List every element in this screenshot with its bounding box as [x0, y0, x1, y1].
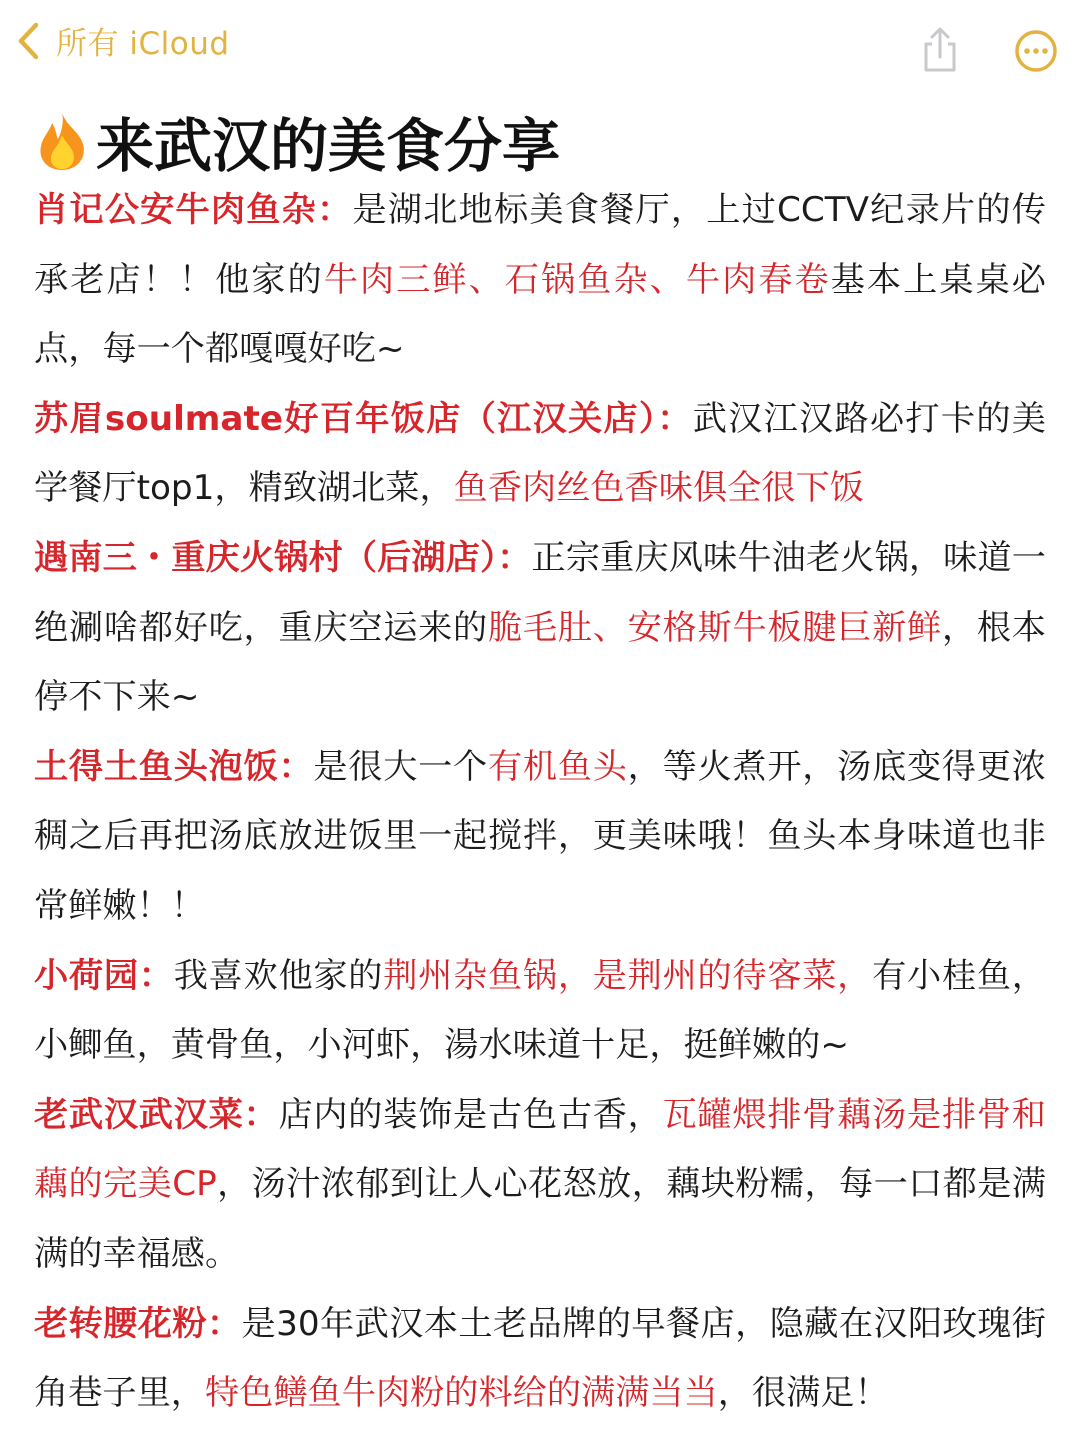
entry-text: 是很大一个	[313, 746, 488, 787]
entry-highlight: 牛肉三鲜、石锅鱼杂、牛肉春卷	[323, 259, 831, 300]
share-icon[interactable]	[918, 26, 962, 74]
note-title-text: 来武汉的美食分享	[96, 112, 561, 180]
entry-highlight: 脆毛肚、安格斯牛板腱巨新鲜	[487, 607, 942, 648]
entry-highlight: 荆州杂鱼锅，是荆州的待客菜，	[383, 955, 873, 996]
fire-emoji-icon	[34, 109, 90, 173]
restaurant-name: 小荷园：	[34, 955, 174, 996]
restaurant-name: 老转腰花粉：	[34, 1303, 242, 1344]
back-button[interactable]	[14, 18, 230, 63]
entry-text: ，很满足！	[717, 1373, 889, 1414]
entry-text: 是湖北地标美食餐厅，上过CCTV纪录片的传承老店！！他家的	[34, 190, 1046, 300]
note-title	[34, 104, 560, 178]
entry-highlight: 瓦罐煨排骨藕汤是排骨和藕的完美CP	[34, 1094, 1046, 1205]
restaurant-name: 肖记公安牛肉鱼杂：	[34, 190, 353, 230]
restaurant-entry	[34, 733, 1046, 942]
entry-highlight: 鱼香肉丝色香味俱全很下饭	[453, 468, 864, 509]
entry-text: ，根本停不下来~	[34, 607, 1046, 718]
entry-text: 武汉江汉路必打卡的美学餐厅top1，精致湖北菜，	[34, 398, 1046, 509]
entry-text: 有小桂鱼，小鲫鱼，黄骨鱼，小河虾，湯水味道十足，挺鲜嫩的~	[34, 955, 1046, 1066]
entry-text: 我喜欢他家的	[173, 955, 384, 996]
restaurant-name: 土得土鱼头泡饭：	[34, 746, 314, 787]
entry-text: ，汤汁浓郁到让人心花怒放，藕块粉糯，每一口都是满满的幸福感。	[34, 1164, 1046, 1274]
chevron-left-icon	[14, 20, 44, 62]
entry-text: 是30年武汉本土老品牌的早餐店，隐藏在汉阳玫瑰街角巷子里，	[34, 1303, 1046, 1414]
entry-text: 店内的装饰是古色古香，	[278, 1094, 663, 1135]
entry-text: 基本上桌桌必点，每一个都嘎嘎好吃~	[34, 259, 1046, 370]
entry-highlight: 特色鳝鱼牛肉粉的料给的满满当当	[204, 1373, 718, 1414]
restaurant-entry	[34, 524, 1046, 733]
restaurant-name: 苏眉soulmate好百年饭店（江汉关店）：	[34, 398, 693, 439]
back-label: 所有 iCloud	[56, 26, 230, 62]
restaurant-entry	[34, 942, 1046, 1081]
top-toolbar	[0, 0, 1080, 95]
restaurant-entry	[34, 1290, 1046, 1429]
restaurant-name: 遇南三・重庆火锅村（后湖店）：	[34, 537, 532, 578]
entry-highlight: 有机鱼头	[487, 746, 628, 787]
restaurant-entry	[34, 176, 1046, 385]
more-icon[interactable]	[1014, 29, 1058, 73]
entry-text: 正宗重庆风味牛油老火锅，味道一绝涮啥都好吃，重庆空运来的	[34, 537, 1046, 648]
entry-text: ，等火煮开，汤底变得更浓稠之后再把汤底放进饭里一起搅拌，更美味哦！鱼头本身味道也非常鲜嫩！！	[34, 746, 1046, 926]
restaurant-name: 老武汉武汉菜：	[34, 1094, 279, 1135]
restaurant-entry	[34, 385, 1046, 524]
restaurant-entry	[34, 1081, 1046, 1290]
note-body	[34, 176, 1046, 1429]
